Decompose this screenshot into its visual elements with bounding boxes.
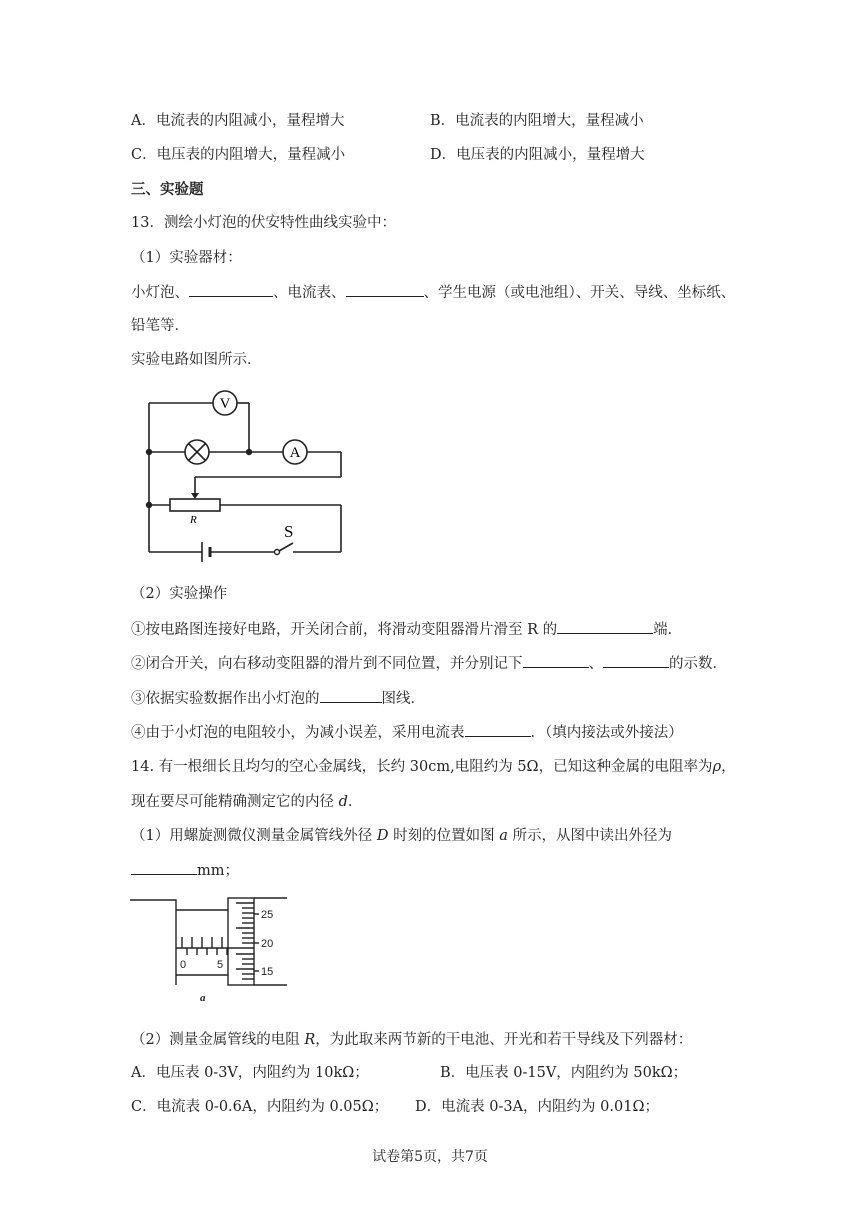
q12-option-c: C．电压表的内阻增大，量程减小 <box>131 147 346 163</box>
var-d: d <box>338 794 348 810</box>
lamp-symbol <box>185 440 209 464</box>
q13-materials-line <box>131 282 735 303</box>
var-R: R <box>304 1032 316 1048</box>
q14-part1-text-c: 所示，从图中读出外径为 <box>507 828 672 844</box>
q14-stem-2 <box>131 792 362 812</box>
q13-step3 <box>131 688 425 709</box>
step1-text: ①按电路图连接好电路，开关闭合前，将滑动变阻器滑片滑至 R 的 <box>131 622 558 638</box>
q14-part1-answer <box>131 860 239 881</box>
voltmeter-symbol <box>213 391 237 415</box>
thimble-label-15: 15 <box>261 966 274 978</box>
q14-option-a: A．电压表 0-3V，内阻约为 10kΩ； <box>131 1065 369 1081</box>
q14-part1-text: （1）用螺旋测微仪测量金属管线外径 <box>131 828 377 844</box>
q12-option-d: D．电压表的内阻减小，量程增大 <box>430 147 645 163</box>
circuit-diagram <box>130 385 360 565</box>
thimble-label-20: 20 <box>261 938 274 950</box>
answer-blank <box>523 653 589 668</box>
q14-option-c: C．电流表 0-0.6A，内阻约为 0.05Ω； <box>131 1099 389 1115</box>
fig-a-ref: a <box>499 828 508 844</box>
sleeve-label-0: 0 <box>180 959 187 971</box>
answer-blank <box>603 653 669 668</box>
rheostat-label: R <box>190 514 197 526</box>
q14-stem2-tail: ． <box>347 794 363 810</box>
answer-blank <box>320 688 382 703</box>
thimble-label-25: 25 <box>261 909 274 921</box>
q14-option-d: D．电流表 0-3A，内阻约为 0.01Ω； <box>415 1099 659 1115</box>
q14-stem-text: 14. 有一根细长且均匀的空心金属线，长约 30cm,电阻约为 5Ω，已知这种金属的电阻率为 <box>131 759 713 775</box>
step2-text: ②闭合开关，向右移动变阻器的滑片到不同位置，并分别记下 <box>131 656 523 672</box>
answer-blank <box>131 860 197 875</box>
answer-blank <box>465 722 531 737</box>
switch-label: S <box>284 522 294 541</box>
q14-part2 <box>131 1030 692 1050</box>
unit-mm: mm； <box>197 863 239 879</box>
q13-step1 <box>131 619 682 640</box>
battery-symbol <box>202 542 210 562</box>
materials-text-b: 、电流表、 <box>273 285 346 301</box>
step3-text: ③依据实验数据作出小灯泡的 <box>131 691 320 707</box>
section-title: 三、实验题 <box>131 181 204 198</box>
q14-part1-text-b: 时刻的位置如图 <box>388 828 500 844</box>
q14-option-b: B．电压表 0-15V，内阻约为 50kΩ； <box>440 1065 688 1081</box>
answer-blank <box>557 619 653 634</box>
ammeter-label: A <box>289 445 301 461</box>
junction-dot <box>146 449 152 455</box>
q13-circuit-intro: 实验电路如图所示． <box>131 352 262 368</box>
step2-sep: 、 <box>588 656 603 672</box>
junction-dot <box>246 449 252 455</box>
step2-tail: 的示数． <box>669 656 727 672</box>
materials-text-c: 、学生电源（或电池组）、开关、导线、坐标纸、 <box>423 285 736 301</box>
rho-symbol: ρ <box>712 759 722 775</box>
answer-blank <box>189 282 273 297</box>
page-footer: 试卷第5页，共7页 <box>372 1149 488 1165</box>
q13-materials-line-2: 铅笔等． <box>131 318 189 334</box>
step4-text: ④由于小灯泡的电阻较小，为减小误差，采用电流表 <box>131 725 465 741</box>
q14-stem-comma: ， <box>721 759 736 775</box>
q14-part2-tail: ，为此取来两节新的干电池、开光和若干导线及下列器材： <box>315 1032 693 1048</box>
q13-part1-title: （1）实验器材： <box>131 250 242 266</box>
voltmeter-label: V <box>219 396 231 412</box>
q13-step4 <box>131 722 683 743</box>
sleeve-label-5: 5 <box>217 959 224 971</box>
step3-tail: 图线． <box>381 691 425 707</box>
q13-part2-title: （2）实验操作 <box>131 586 228 602</box>
q13-step2 <box>131 653 727 674</box>
q14-stem <box>131 757 736 777</box>
micrometer-figure <box>128 888 292 1006</box>
step1-tail: 端． <box>653 622 683 638</box>
q14-stem2-text: 现在要尽可能精确测定它的内径 <box>131 794 339 810</box>
q14-part1 <box>131 826 672 846</box>
materials-text-a: 小灯泡、 <box>131 285 189 301</box>
q12-option-a: A．电流表的内阻减小，量程增大 <box>131 113 345 129</box>
q13-stem: 13．测绘小灯泡的伏安特性曲线实验中： <box>131 215 396 231</box>
q14-part2-text: （2）测量金属管线的电阻 <box>131 1032 305 1048</box>
step4-tail: ．（填内接法或外接法） <box>530 725 683 741</box>
junction-dot <box>146 502 152 508</box>
q12-option-b: B．电流表的内阻增大，量程减小 <box>430 113 644 129</box>
answer-blank <box>346 282 424 297</box>
ammeter-symbol <box>283 440 307 464</box>
var-D: D <box>376 828 389 844</box>
figure-caption-a: a <box>200 992 206 1004</box>
rheostat-symbol <box>170 493 220 526</box>
switch-symbol <box>275 522 294 555</box>
